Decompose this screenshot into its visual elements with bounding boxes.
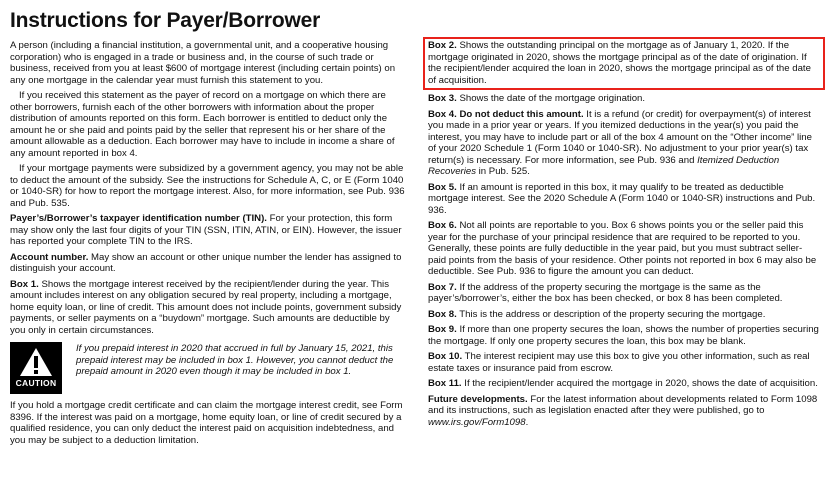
intro-paragraph: A person (including a financial institution, a governmental unit, and a cooperative housing corporation) who is engaged in a trade or business and, in the course of such trade or business, received from you at least $600 of mortgage interest (including certain points) on any one mortgage in the calendar year must furnish this statement to you. — [10, 40, 396, 86]
tin-section — [10, 213, 406, 248]
left-column — [10, 40, 406, 450]
box4-tail: in Pub. 525. — [476, 166, 530, 177]
box4-section — [428, 109, 820, 178]
caution-triangle-icon — [19, 347, 53, 377]
irs-form1098-link[interactable]: www.irs.gov/Form1098 — [428, 416, 526, 428]
box7-heading: Box 7. — [428, 281, 457, 293]
future-developments-heading: Future developments. — [428, 393, 528, 405]
right-column — [428, 40, 820, 432]
box1-heading: Box 1. — [10, 278, 39, 290]
box6-section — [428, 220, 820, 278]
box5-text: If an amount is reported in this box, it may qualify to be treated as deductible mortgage interest. See the 2020 Schedule A (Form 1040 or 1040-SR) instructions and Pub. 936. — [428, 181, 816, 216]
tin-heading: Payer’s/Borrower’s taxpayer identification number (TIN). — [10, 213, 267, 224]
box7-text: If the address of the property securing the mortgage is the same as the payer’s/borrower’s, either the box has been checked, or box 8 has been completed. — [428, 281, 783, 304]
box3-text: Shows the date of the mortgage origination. — [456, 93, 646, 104]
box7-section — [428, 282, 820, 305]
box5-heading: Box 5. — [428, 181, 457, 193]
box5-section — [428, 182, 820, 217]
box11-heading: Box 11. — [428, 378, 462, 389]
box2-section-highlighted — [423, 37, 825, 90]
box9-section — [428, 324, 820, 347]
box1-section — [10, 279, 406, 337]
account-number-heading: Account number. — [10, 251, 89, 263]
box8-section — [428, 309, 820, 321]
caution-note — [10, 342, 406, 394]
box11-text: If the recipient/lender acquired the mortgage in 2020, shows the date of acquisition. — [461, 378, 818, 389]
box2-heading: Box 2. — [428, 40, 457, 51]
other-borrowers-paragraph: If you received this statement as the payer of record on a mortgage on which there are other borrowers, furnish each of the other borrowers with information about the proper distribution of amounts reported on this form. Each borrower is entitled to deduct only the amount he or she paid and points paid by the seller that represent his or her share of the amount allowable as a deduction. Each borrower may have to include in income a share of any amount reported in box 4. — [10, 90, 395, 159]
account-number-section — [10, 252, 406, 275]
box2-text: Shows the outstanding principal on the mortgage as of January 1, 2020. If the mortgage originated in 2020, shows the mortgage principal as of the date of origination. If the recipient/lender acquired the loan in 2020, shows the mortgage principal as of the date of acquisition. — [428, 40, 811, 86]
future-developments-end: . — [525, 416, 529, 428]
box9-heading: Box 9. — [428, 324, 457, 335]
box4-heading: Box 4. Do not deduct this amount. — [428, 108, 584, 120]
page-title: Instructions for Payer/Borrower — [10, 9, 321, 32]
box10-section — [428, 351, 820, 374]
caution-label: CAUTION — [15, 378, 57, 388]
box8-heading: Box 8. — [428, 308, 457, 320]
box3-section — [428, 93, 820, 105]
box1-text: Shows the mortgage interest received by the recipient/lender during the year. This amount includes interest on any obligation secured by real property, including a mortgage, home equity loan, or line of credit. This amount does not include points, government subsidy payments, or seller payments on a “buydown” mortgage. Such amounts are deductible by you only in certain circumstances. — [10, 278, 402, 336]
account-number-text: May show an account or other unique number the lender has assigned to distinguish your account. — [10, 251, 402, 274]
caution-text: If you prepaid interest in 2020 that accrued in full by January 15, 2021, this prepaid interest may be included in box 1. However, you cannot deduct the prepaid amount in 2020 even though it may be included in box 1. — [76, 343, 394, 377]
box4-italic-reference: Itemized Deduction Recoveries — [428, 154, 780, 177]
tin-text: For your protection, this form may show only the last four digits of your TIN (SSN, ITIN, ATIN, or EIN). However, the issuer has reported your complete TIN to the IRS. — [10, 213, 402, 247]
box8-text: This is the address or description of the property securing the mortgage. — [456, 308, 766, 320]
box11-section — [428, 378, 820, 390]
box10-heading: Box 10. — [428, 351, 463, 362]
box3-heading: Box 3. — [428, 93, 457, 104]
future-developments-section — [428, 394, 820, 429]
box4-text: It is a refund (or credit) for overpayment(s) of interest you made in a prior year or years. If you itemized deductions in the year(s) you paid the interest, you may have to include part or all of the box 4 amount on the “Other income” line of your 2020 Schedule 1 (Form 1040 or 1040-SR). No adjustment to your prior year(s) tax return(s) is necessary. For more information, see Pub. 936 and — [428, 108, 812, 166]
future-developments-text: For the latest information about developments related to Form 1098 and its instructions, such as legislation enacted after they were published, go to — [428, 393, 818, 416]
box6-text: Not all points are reportable to you. Box 6 shows points you or the seller paid this year for the purchase of your principal residence that are required to be reported to you. Generally, these points are fully deductible in the year paid, but you must subtract seller-paid points from the basis of your residence. Other points not reported in box 6 may also be deductible. See Pub. 936 to figure the amount you can deduct. — [428, 220, 817, 277]
caution-badge — [10, 342, 62, 394]
box9-text: If more than one property secures the loan, shows the number of properties securing the mortgage. If only one property secures the loan, this box may be blank. — [428, 324, 819, 347]
subsidy-paragraph: If your mortgage payments were subsidized by a government agency, you may not be able to deduct the amount of the subsidy. See the instructions for Schedule A, C, or E (Form 1040 or 1040-SR) for how to report the mortgage interest. Also, for more information, see Pub. 936 and Pub. 535. — [10, 163, 405, 209]
box10-text: The interest recipient may use this box to give you other information, such as real estate taxes or insurance paid from escrow. — [428, 351, 810, 374]
box6-heading: Box 6. — [428, 220, 457, 231]
mortgage-credit-paragraph: If you hold a mortgage credit certificate and can claim the mortgage interest credit, see Form 8396. If the interest was paid on a mortgage, home equity loan, or line of credit secured by a qualified residence, you can only deduct the interest paid on acquisition indebtedness, and you may be subject to a deduction limitation. — [10, 400, 403, 446]
